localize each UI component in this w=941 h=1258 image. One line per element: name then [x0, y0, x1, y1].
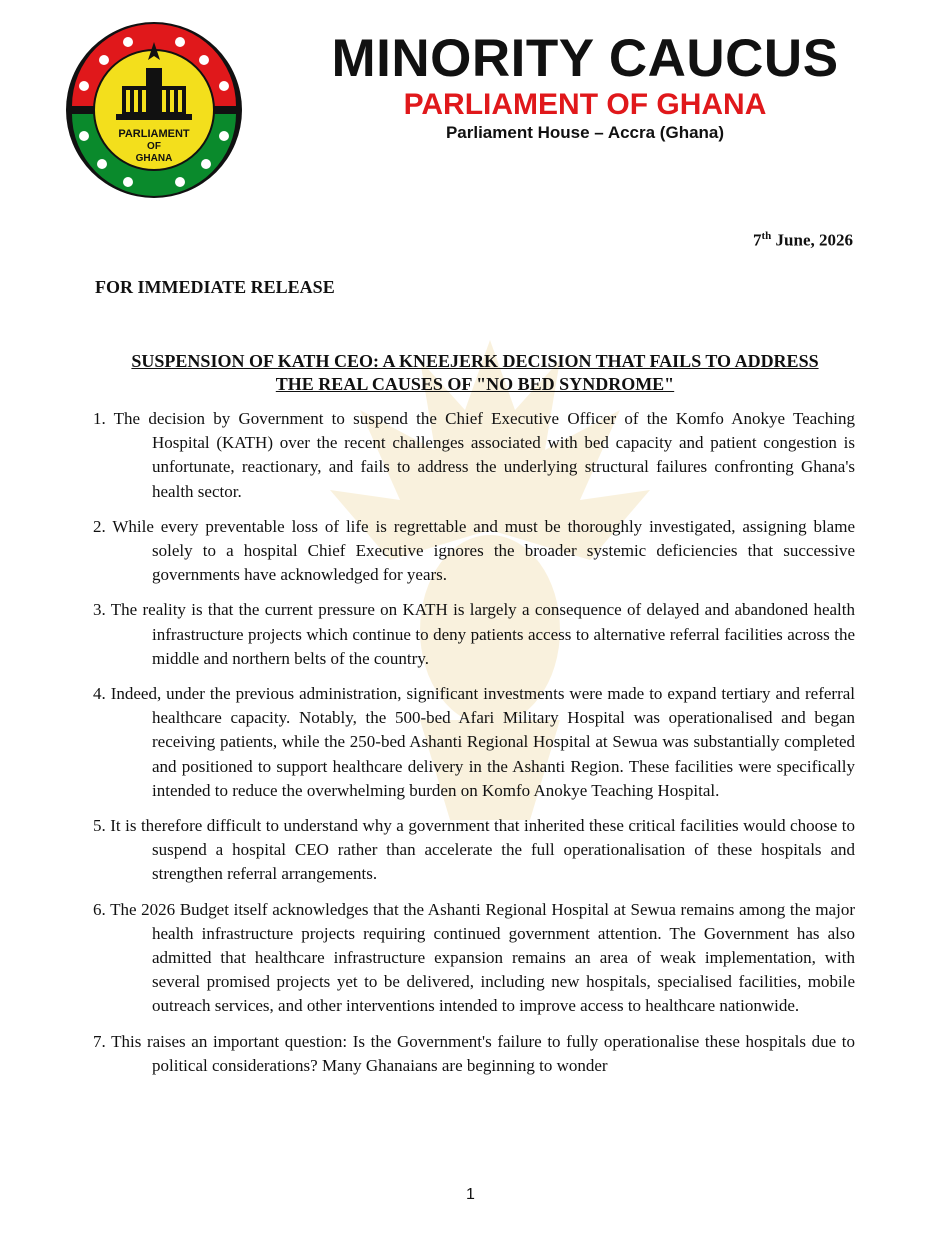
- page-number: 1: [466, 1186, 475, 1203]
- paragraph: 1. The decision by Government to suspend the Chief Executive Officer of the Komfo Anokye Teaching Hospital (KATH) over the recent challenges associated with bed capacity and patient congestion is unfortunate, reactionary, and fails to address the underlying structural failures confronting Ghana's health sector.: [93, 409, 855, 501]
- parliament-logo: [62, 20, 247, 200]
- logo-text-line3: GHANA: [135, 153, 173, 164]
- paragraph: 7. This raises an important question: Is the Government's failure to fully operationalise these hospitals due to political considerations? Many Ghanaians are beginning to wonder: [93, 1031, 855, 1075]
- paragraph: 4. Indeed, under the previous administration, significant investments were made to expand tertiary and referral healthcare capacity. Notably, the 500-bed Afari Military Hospital was operationalised and began receiving patients, while the 250-bed Ashanti Regional Hospital at Sewua was substantially completed and positioned to support healthcare delivery in the Ashanti Region. These facilities were specifically intended to reduce the overwhelming burden on Komfo Anokye Teaching Hospital.: [93, 684, 855, 800]
- release-label: FOR IMMEDIATE RELEASE: [95, 277, 335, 297]
- paragraph: 3. The reality is that the current pressure on KATH is largely a consequence of delayed and abandoned health infrastructure projects which continue to deny patients access to alternative referral facilities across the middle and northern belts of the country.: [93, 600, 855, 668]
- date-suffix: th: [761, 230, 772, 242]
- date-rest: June, 2026: [771, 230, 853, 250]
- paragraph: 6. The 2026 Budget itself acknowledges that the Ashanti Regional Hospital at Sewua remains among the major health infrastructure projects requiring continued government attention. The Government has also admitted that healthcare infrastructure expansion remains an area of weak implementation, with several promised projects yet to be delivered, including new hospitals, specialised facilities, mobile outreach services, and other interventions intended to improve access to healthcare nationwide.: [93, 899, 855, 1016]
- headline-line: SUSPENSION OF KATH CEO: A KNEEJERK DECISION THAT FAILS TO ADDRESS: [131, 351, 819, 371]
- headline-line: THE REAL CAUSES OF "NO BED SYNDROME": [275, 374, 675, 394]
- paragraph: 2. While every preventable loss of life is regrettable and must be thoroughly investigated, assigning blame solely to a hospital Chief Executive ignores the broader systemic deficiencies that successive governments have acknowledged for years.: [93, 516, 855, 585]
- release-date: [753, 230, 853, 251]
- org-title: MINORITY CAUCUS: [331, 29, 839, 88]
- org-subtitle: PARLIAMENT OF GHANA: [403, 88, 767, 121]
- logo-text-line2: OF: [147, 141, 161, 152]
- date-day: 7: [753, 230, 762, 250]
- org-address: Parliament House – Accra (Ghana): [445, 123, 725, 142]
- headline: [90, 350, 860, 396]
- paragraph: 5. It is therefore difficult to understand why a government that inherited these critical facilities would choose to suspend a hospital CEO rather than accelerate the full operationalisation of these hospitals and strengthen referral arrangements.: [93, 816, 855, 884]
- numbered-paragraph-list: [93, 407, 855, 1089]
- logo-text-line1: PARLIAMENT: [118, 128, 190, 140]
